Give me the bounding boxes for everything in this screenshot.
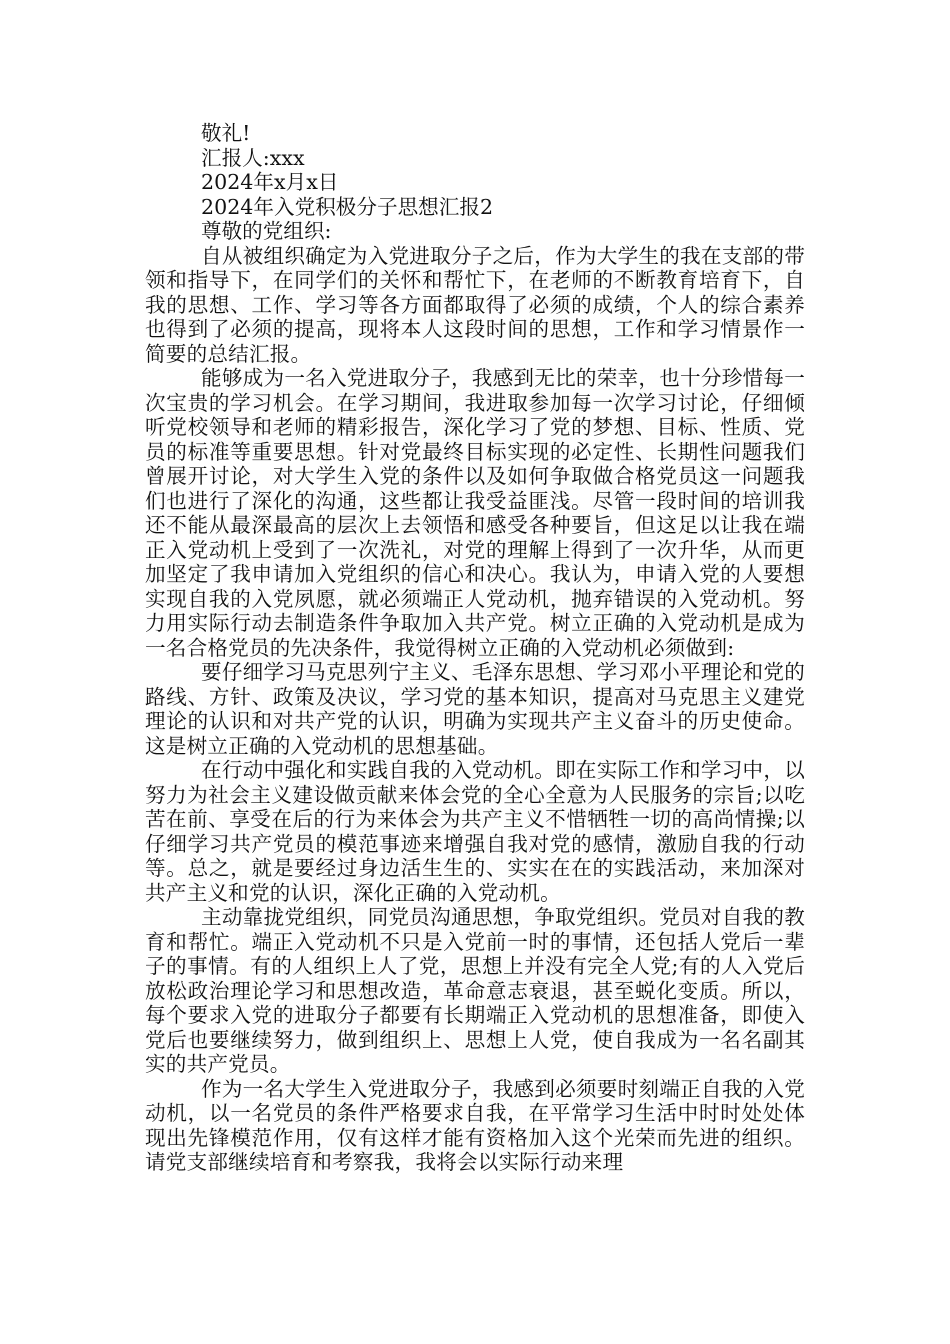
paragraph: 要仔细学习马克思列宁主义、毛泽东思想、学习邓小平理论和党的路线、方针、政策及决议，学习党的基本知识，提高对马克思主义建党理论的认识和对共产党的认识，明确为实现共产主义奋斗的历史使命。这是树立正确的入党动机的思想基础。 bbox=[145, 660, 805, 758]
document-body bbox=[145, 121, 805, 1175]
reporter-line: 汇报人:xxx bbox=[201, 145, 305, 170]
salutation-line: 尊敬的党组织: bbox=[201, 219, 332, 243]
paragraph: 在行动中强化和实践自我的入党动机。即在实际工作和学习中，以努力为社会主义建设做贡献来体会党的全心全意为人民服务的宗旨;以吃苦在前、享受在后的行为来体会为共产主义不惜牺牲一切的高尚情操;以仔细学习共产党员的模范事迹来增强自我对党的感情，激励自我的行动等。总之，就是要经过身边活生生的、实实在在的实践活动，来加深对共产主义和党的认识，深化正确的入党动机。 bbox=[145, 758, 805, 905]
paragraph: 作为一名大学生入党进取分子，我感到必须要时刻端正自我的入党动机，以一名党员的条件严格要求自我，在平常学习生活中时时处处体现出先锋模范作用，仅有这样才能有资格加入这个光荣而先进的组织。请党支部继续培育和考察我，我将会以实际行动来理 bbox=[145, 1076, 805, 1174]
report-title: 2024年入党积极分子思想汇报2 bbox=[201, 194, 494, 219]
paragraph: 自从被组织确定为入党进取分子之后，作为大学生的我在支部的带领和指导下，在同学们的关怀和帮忙下，在老师的不断教育培育下，自我的思想、工作、学习等各方面都取得了必须的成绩，个人的综合素养也得到了必须的提高，现将本人这段时间的思想，工作和学习情景作一简要的总结汇报。 bbox=[145, 243, 805, 366]
paragraph: 主动靠拢党组织，同党员沟通思想，争取党组织。党员对自我的教育和帮忙。端正入党动机不只是入党前一时的事情，还包括人党后一辈子的事情。有的人组织上人了党，思想上并没有完全人党;有的人入党后放松政治理论学习和思想改造，革命意志衰退，甚至蜕化变质。所以，每个要求入党的进取分子都要有长期端正入党动机的思想准备，即使入党后也要继续努力，做到组织上、思想上人党，使自我成为一名名副其实的共产党员。 bbox=[145, 905, 805, 1076]
closing-line: 敬礼! bbox=[201, 121, 251, 145]
paragraph: 能够成为一名入党进取分子，我感到无比的荣幸，也十分珍惜每一次宝贵的学习机会。在学习期间，我进取参加每一次学习讨论，仔细倾听党校领导和老师的精彩报告，深化学习了党的梦想、目标、性质、党员的标准等重要思想。针对党最终目标实现的必定性、长期性问题我们曾展开讨论，对大学生入党的条件以及如何争取做合格党员这一问题我们也进行了深化的沟通，这些都让我受益匪浅。尽管一段时间的培训我还不能从最深最高的层次上去领悟和感受各种要旨，但这足以让我在端正入党动机上受到了一次洗礼，对党的理解上得到了一次升华，从而更加坚定了我申请加入党组织的信心和决心。我认为，申请入党的人要想实现自我的入党夙愿，就必须端正人党动机，抛弃错误的入党动机。努力用实际行动去制造条件争取加入共产党。树立正确的入党动机是成为一名合格党员的先决条件，我觉得树立正确的入党动机必须做到: bbox=[145, 366, 805, 660]
date-line: 2024年x月x日 bbox=[201, 170, 339, 194]
